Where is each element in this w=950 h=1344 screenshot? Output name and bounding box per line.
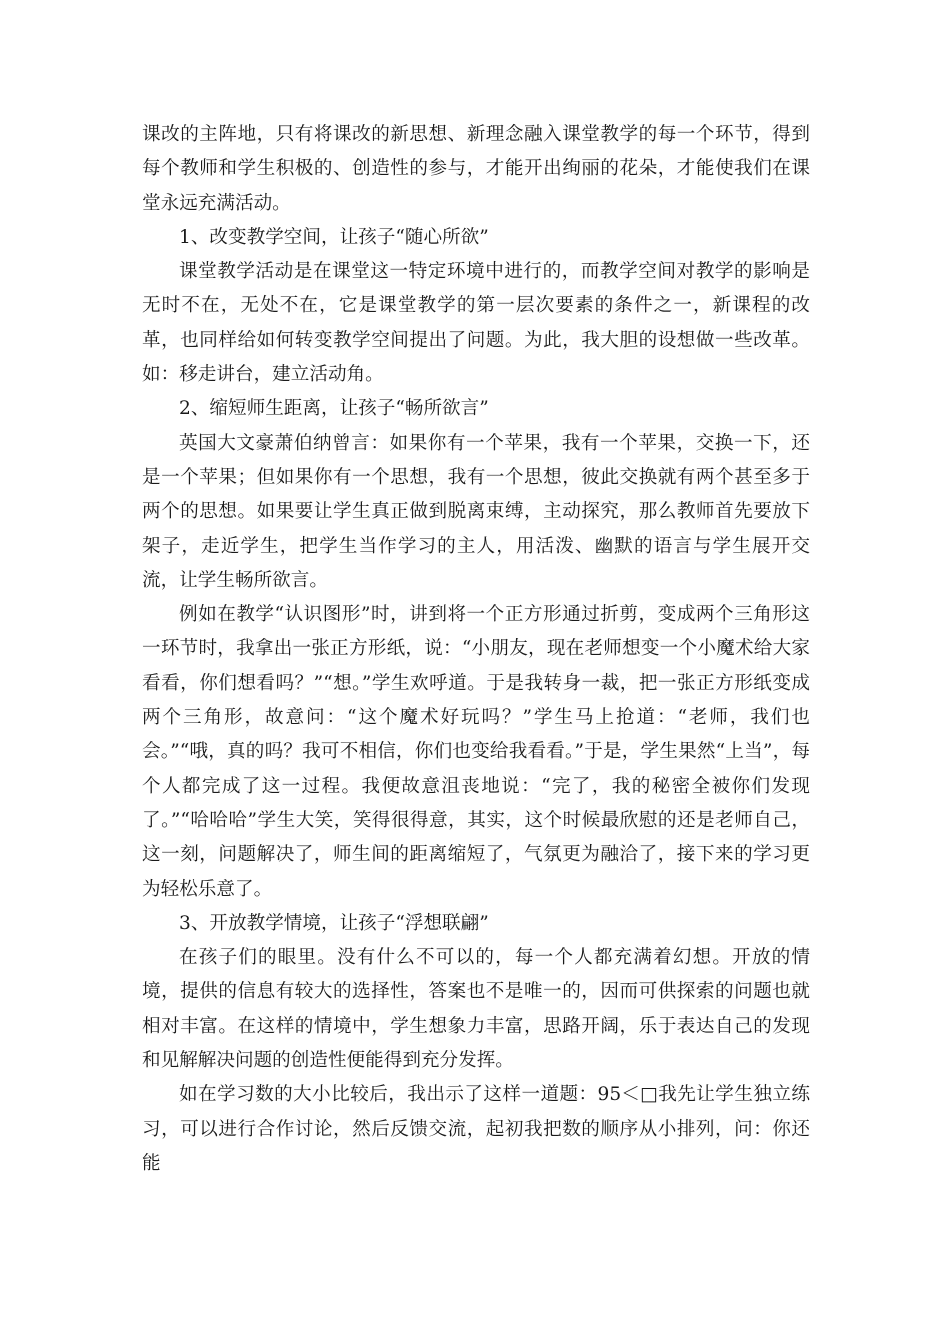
paragraph-teaching-space: 课堂教学活动是在课堂这一特定环境中进行的，而教学空间对教学的影响是无时不在，无处不在，它是课堂教学的第一层次要素的条件之一，新课程的改革，也同样给如何转变教学空间提出了问题。为此，我大胆的设想做一些改革。如：移走讲台，建立活动角。 xyxy=(142,261,810,386)
paragraph-shapes-example: 例如在教学“认识图形”时，讲到将一个正方形通过折剪，变成两个三角形这一环节时，我拿出一张正方形纸，说：“小朋友，现在老师想变一个小魔术给大家看看，你们想看吗？”“想。”学生欢呼道。于是我转身一裁，把一张正方形纸变成两个三角形，故意问：“这个魔术好玩吗？”学生马上抢道：“老师，我们也会。”“哦，真的吗？我可不相信，你们也变给我看看。”于是，学生果然“上当”，每个人都完成了这一过程。我便故意沮丧地说：“完了，我的秘密全被你们发现了。”“哈哈哈”学生大笑，笑得很得意，其实，这个时候最欣慰的还是老师自己，这一刻，问题解决了，师生间的距离缩短了，气氛更为融洽了，接下来的学习更为轻松乐意了。 xyxy=(142,604,810,900)
paragraph-continuation: 课改的主阵地，只有将课改的新思想、新理念融入课堂教学的每一个环节，得到每个教师和学生积极的、创造性的参与，才能开出绚丽的花朵，才能使我们在课堂永远充满活动。 xyxy=(142,124,810,214)
section-heading-3: 3、开放教学情境，让孩子“浮想联翩” xyxy=(179,912,489,934)
section-heading-2: 2、缩短师生距离，让孩子“畅所欲言” xyxy=(179,398,489,420)
paragraph-open-context: 在孩子们的眼里。没有什么不可以的，每一个人都充满着幻想。开放的情境，提供的信息有较大的选择性，答案也不是唯一的，因而可供探索的问题也就相对丰富。在这样的情境中，学生想象力丰富，思路开阔，乐于表达自己的发现和见解解决问题的创造性便能得到充分发挥。 xyxy=(142,947,810,1072)
section-heading-1: 1、改变教学空间，让孩子“随心所欲” xyxy=(179,226,489,248)
paragraph-number-comparison: 如在学习数的大小比较后，我出示了这样一道题：95＜□我先让学生独立练习，可以进行合作讨论，然后反馈交流，起初我把数的顺序从小排列，问：你还能 xyxy=(142,1084,810,1174)
document-body xyxy=(142,118,810,1181)
paragraph-shaw-quote: 英国大文豪萧伯纳曾言：如果你有一个苹果，我有一个苹果，交换一下，还是一个苹果；但如果你有一个思想，我有一个思想，彼此交换就有两个甚至多于两个的思想。如果要让学生真正做到脱离束缚，主动探究，那么教师首先要放下架子，走近学生，把学生当作学习的主人，用活泼、幽默的语言与学生展开交流，让学生畅所欲言。 xyxy=(142,432,810,591)
